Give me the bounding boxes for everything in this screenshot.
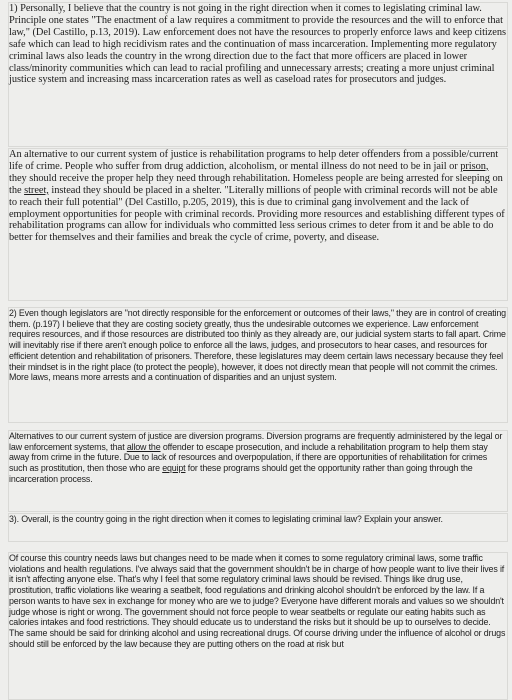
underlined-word: allow the (126, 441, 161, 452)
text-segment: offender to escape prosecution, and include a rehabilitation program to help them stay away from crime in the future. Due to lack of resources and overpopulation, if there are opportunities of rehabilitation for crimes such as prostitution, then those who are (9, 441, 488, 474)
alternative-2-paragraph (9, 431, 507, 485)
text-segment: Alternatives to our current system of justice are diversion programs. Diversion programs are frequently administered by the legal or law enforcement systems, that (9, 431, 503, 452)
question-3-box (8, 513, 508, 542)
answer-3-paragraph: Of course this country needs laws but changes need to be made when it comes to some regulatory criminal laws, some traffic violations and health regulations. I've always said that the government shouldn't be in charge of how people want to live their lives if it isn't affecting anyone else. That's why I feel that some regulatory criminal laws should be revised. Things like drug use, prostitution, traffic violations like wearing a seatbelt, food regulations and drinking alcohol shouldn't be enforced by the law. If a person wants to have sex in exchange for money who are we to judge? Everyone have different morals and values so we shouldn't judge whose is right or wrong. The government should not force people to wear seatbelts or regulate our eating habits such as calories intakes and food restrictions. They should educate us to understand the risks but it should be up to ourselves to decide. The same should be said for drinking alcohol and using recreational drugs. Of course driving under the influence of alcohol or drugs should still be enforced by the law because they are putting others on the road at risk but (9, 553, 506, 649)
underlined-word: prison, (460, 160, 489, 172)
text-segment: instead they should be placed in a shelter. "Literally millions of people with criminal records will not be able to reach their full potential" (Del Castillo, p.205, 2019), this is due to criminal gang involvement and the lack of employment opportunities for people with criminal records. Providing more resources and establishing different types of rehabilitation programs can allow for individuals who committed less serious crimes to deter from it and be able to do better for themselves and their families and break the cycle of crime, poverty, and disease. (9, 184, 505, 244)
underlined-word: equipt (162, 463, 186, 474)
text-segment: for these programs should get the opportunity rather than going through the incarceration process. (9, 463, 473, 484)
answer-1-paragraph-box (8, 2, 508, 147)
alternative-1-paragraph (9, 149, 507, 244)
question-3-text: 3). Overall, is the country going in the right direction when it comes to legislating criminal law? Explain your answer. (9, 514, 443, 524)
text-segment: An alternative to our current system of justice is rehabilitation programs to help deter offenders from a possible/current life of crime. People who suffer from drug addiction, alcoholism, or mental illness do not need to be in jail or (9, 149, 499, 172)
alternative-2-paragraph-box (8, 430, 508, 512)
answer-3-paragraph-box (8, 552, 508, 700)
answer-2-paragraph-box (8, 307, 508, 423)
text-segment: they should receive the proper help they need through rehabilitation. Homeless people are being arrested for sleeping on the (9, 172, 503, 196)
underlined-word: street, (24, 184, 49, 196)
alternative-1-paragraph-box (8, 148, 508, 301)
answer-1-paragraph: 1) Personally, I believe that the country is not going in the right direction when it comes to legislating criminal law. Principle one states "The enactment of a law requires a commitment to provide the resources and the will to enforce that law," (Del Castillo, p.13, 2019). Law enforcement does not have the resources to properly enforce laws and keep citizens safe which can lead to high recidivism rates and the continuation of mass incarceration. Implementing more regulatory criminal laws also leads the country in the wrong direction due to the fact that more officers are placed in lower class/minority communities which can lead to racial profiling and unnecessary arrests; creating a more unjust criminal justice system and increasing mass incarceration rates as well as caseload rates for prosecutors and judges. (9, 3, 507, 86)
answer-2-paragraph: 2) Even though legislators are "not directly responsible for the enforcement or outcomes of their laws," they are in control of creating them. (p.197) I believe that they are costing society greatly, thus the undesirable outcomes we experience. Law enforcement requires resources, and if those resources are distributed too thinly as they already are, our judicial system starts to fall apart. Crime will inevitably rise if there aren't enough police to enforce all the laws, judges, and prosecutors to hear cases, and resources for efficient detention and rehabilitation of prisoners. Therefore, these legislatures may deem certain laws necessary because they feel their mindset is in the right place (to protect the people), however, it does not directly mean that people will not commit the crimes. More laws, means more arrests and a continuation of disparities and an unjust system. (9, 308, 506, 383)
